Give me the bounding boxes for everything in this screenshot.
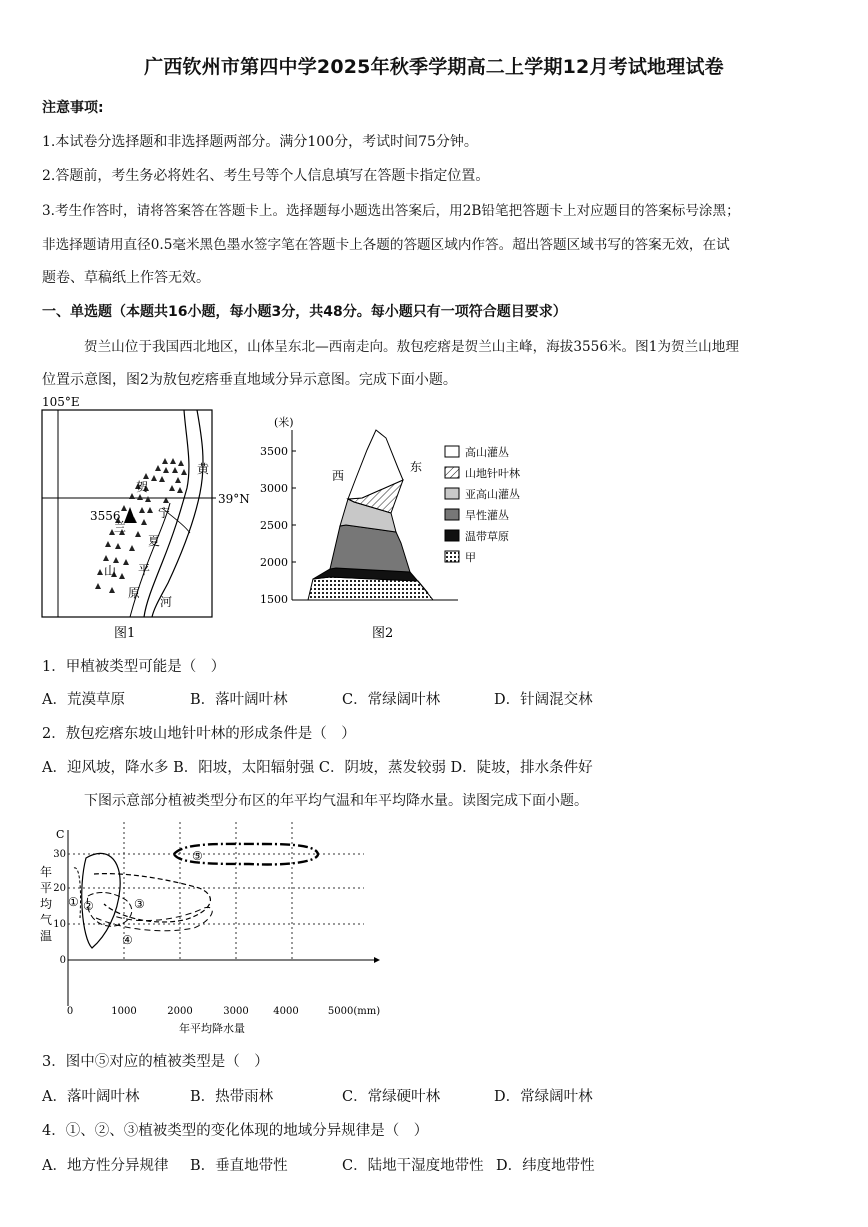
note-1: 1.本试卷分选择题和非选择题两部分。满分100分，考试时间75分钟。 bbox=[42, 134, 478, 150]
note-3b: 非选择题请用直径0.5毫米黑色墨水签字笔在答题卡上各题的答题区域内作答。超出答题区域书写的答案无效，在试 bbox=[42, 237, 730, 253]
q3-option-c[interactable]: C．常绿硬叶林 bbox=[342, 1089, 441, 1105]
fig1-label-he-river: 河 bbox=[160, 595, 173, 609]
fig3-xlabel: 年平均降水量 bbox=[179, 1022, 245, 1035]
fig1-label-ping: 平 bbox=[138, 563, 151, 577]
fig2-legend-4: 温带草原 bbox=[465, 530, 509, 543]
q1-option-c[interactable]: C．常绿阔叶林 bbox=[342, 692, 441, 708]
fig3-xtick-4000: 4000 bbox=[273, 1006, 299, 1017]
fig3-ytick-0: 0 bbox=[59, 955, 66, 966]
fig1-label-huang: 黄 bbox=[197, 462, 210, 476]
notes-heading: 注意事项: bbox=[42, 100, 104, 116]
fig1-label-xia: 夏 bbox=[148, 534, 161, 548]
fig1-caption: 图1 bbox=[114, 626, 136, 641]
section-heading: 一、单选题（本题共16小题，每小题3分，共48分。每小题只有一项符合题目要求） bbox=[42, 304, 567, 320]
fig3-ytick-10: 10 bbox=[53, 919, 66, 930]
note-3a: 3.考生作答时，请将答案答在答题卡上。选择题每小题选出答案后，用2B铅笔把答题卡上对应题目的答案标号涂黑； bbox=[42, 203, 740, 219]
fig3-xtick-5000: 5000(mm) bbox=[327, 1006, 381, 1017]
intro-2: 下图示意部分植被类型分布区的年平均气温和年平均降水量。读图完成下面小题。 bbox=[84, 793, 588, 809]
fig3-mark-5: ⑤ bbox=[192, 849, 203, 863]
q3-option-b[interactable]: B．热带雨林 bbox=[190, 1089, 274, 1105]
fig3-ylabel-2: 均 bbox=[40, 897, 53, 911]
fig2-legend-0: 高山灌丛 bbox=[465, 446, 509, 459]
fig2-tick-2000: 2000 bbox=[260, 556, 288, 569]
fig1-label-yuan: 原 bbox=[128, 586, 141, 600]
q3-option-a[interactable]: A．落叶阔叶林 bbox=[42, 1089, 140, 1105]
fig3-xtick-2000: 2000 bbox=[167, 1006, 193, 1017]
q4-option-b[interactable]: B．垂直地带性 bbox=[190, 1158, 288, 1174]
q2-stem: 2．敖包疙瘩东坡山地针叶林的形成条件是（ ） bbox=[42, 726, 356, 742]
q1-option-a[interactable]: A．荒漠草原 bbox=[42, 692, 125, 708]
fig2-legend-1: 山地针叶林 bbox=[465, 467, 520, 480]
fig3-xtick-0: 0 bbox=[66, 1006, 74, 1017]
q1-option-d[interactable]: D．针阔混交林 bbox=[494, 692, 593, 708]
fig2-tick-1500: 1500 bbox=[260, 593, 288, 606]
fig2-tick-3000: 3000 bbox=[260, 482, 288, 495]
fig1-peak-label: 3556 bbox=[90, 509, 121, 523]
fig3-ylabel-3: 气 bbox=[40, 913, 53, 927]
fig3-mark-1: ① bbox=[68, 895, 79, 909]
fig1-label-ning: 宁 bbox=[158, 506, 171, 520]
fig2-east: 东 bbox=[410, 460, 423, 474]
fig1-label-shan: 山 bbox=[104, 564, 117, 578]
fig2-legend-5: 甲 bbox=[465, 551, 476, 564]
fig3-ytick-30: 30 bbox=[53, 849, 66, 860]
fig3-mark-3: ③ bbox=[134, 897, 145, 911]
fig2-tick-3500: 3500 bbox=[260, 445, 288, 458]
figure-1-map bbox=[34, 393, 254, 643]
fig3-mark-4: ④ bbox=[122, 933, 133, 947]
fig2-unit: (米) bbox=[274, 416, 294, 429]
fig3-ylabel-4: 温 bbox=[40, 929, 53, 943]
figure-3-climate-chart bbox=[34, 818, 394, 1040]
fig1-lon-label: 105°E bbox=[42, 395, 80, 409]
fig3-ylabel-1: 平 bbox=[40, 881, 53, 895]
q4-option-c[interactable]: C．陆地干湿度地带性 bbox=[342, 1158, 484, 1174]
fig3-xtick-1000: 1000 bbox=[111, 1006, 137, 1017]
intro-1b: 位置示意图，图2为敖包疙瘩垂直地域分异示意图。完成下面小题。 bbox=[42, 372, 457, 388]
fig3-xtick-3000: 3000 bbox=[223, 1006, 249, 1017]
intro-1a: 贺兰山位于我国西北地区，山体呈东北—西南走向。敖包疙瘩是贺兰山主峰，海拔3556米。图1为贺兰山地理 bbox=[84, 339, 739, 355]
fig2-legend-3: 旱性灌丛 bbox=[465, 509, 509, 522]
fig2-tick-2500: 2500 bbox=[260, 519, 288, 532]
q1-option-b[interactable]: B．落叶阔叶林 bbox=[190, 692, 288, 708]
fig1-lat-label: 39°N bbox=[218, 492, 250, 506]
q2-options[interactable]: A．迎风坡，降水多 B．阳坡，太阳辐射强 C．阴坡，蒸发较弱 D．陡坡，排水条件好 bbox=[42, 760, 593, 776]
fig2-caption: 图2 bbox=[372, 626, 394, 641]
fig1-label-lan: 兰 bbox=[114, 520, 127, 534]
q4-stem: 4．①、②、③植被类型的变化体现的地域分异规律是（ ） bbox=[42, 1123, 429, 1139]
fig2-west: 西 bbox=[332, 469, 345, 483]
q4-option-d[interactable]: D．纬度地带性 bbox=[496, 1158, 595, 1174]
q4-option-a[interactable]: A．地方性分异规律 bbox=[42, 1158, 169, 1174]
fig3-y-unit: C bbox=[56, 828, 65, 841]
fig2-legend-2: 亚高山灌丛 bbox=[465, 488, 520, 501]
note-3c: 题卷、草稿纸上作答无效。 bbox=[42, 270, 210, 286]
fig3-ytick-20: 20 bbox=[53, 883, 66, 894]
figure-2-profile bbox=[258, 408, 558, 643]
fig1-label-he: 贺 bbox=[136, 480, 149, 494]
note-2: 2.答题前，考生务必将姓名、考生号等个人信息填写在答题卡指定位置。 bbox=[42, 168, 490, 184]
fig3-mark-2: ② bbox=[83, 899, 94, 913]
page-title: 广西钦州市第四中学2025年秋季学期高二上学期12月考试地理试卷 bbox=[144, 56, 724, 78]
q3-stem: 3．图中⑤对应的植被类型是（ ） bbox=[42, 1054, 269, 1070]
q1-stem: 1．甲植被类型可能是（ ） bbox=[42, 659, 226, 675]
q3-option-d[interactable]: D．常绿阔叶林 bbox=[494, 1089, 593, 1105]
fig3-ylabel-0: 年 bbox=[40, 865, 53, 879]
